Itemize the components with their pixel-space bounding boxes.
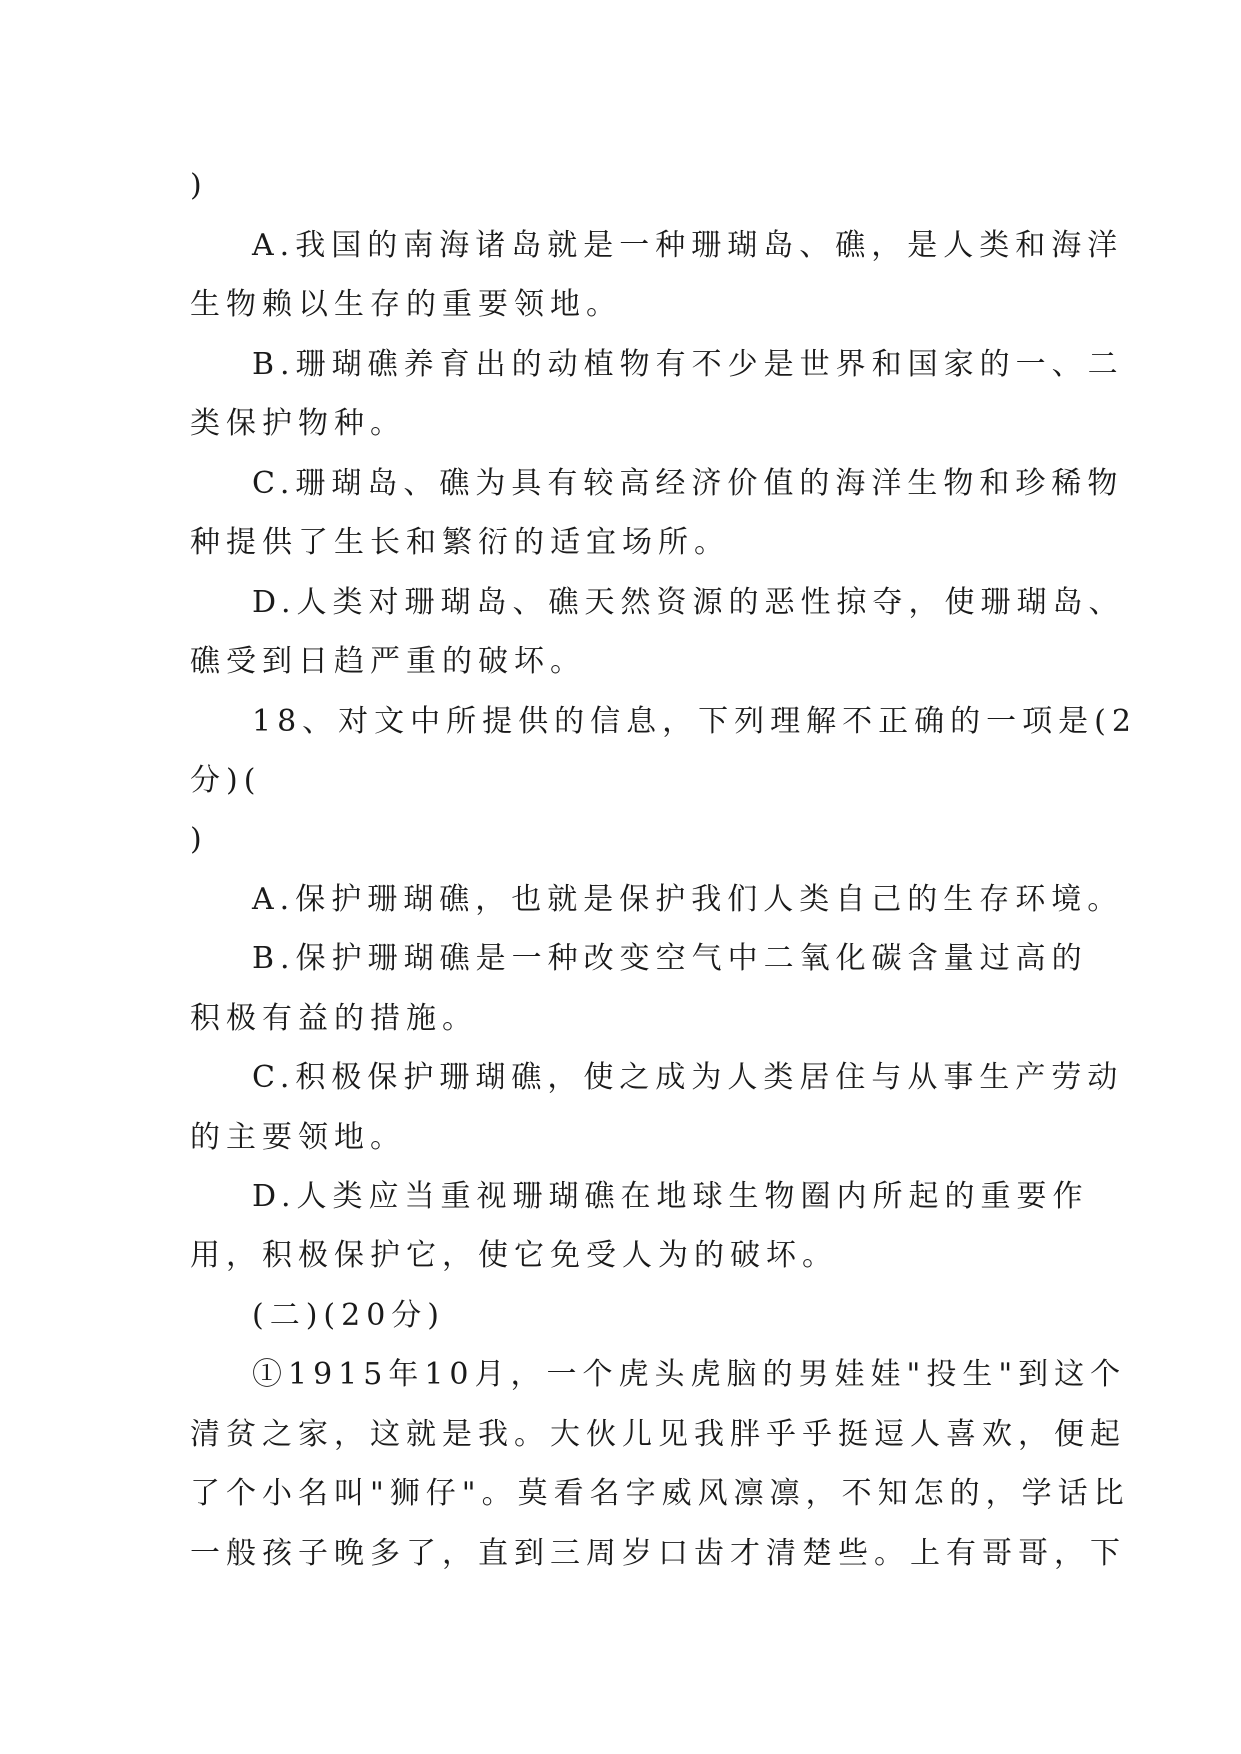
text-line: D.人类对珊瑚岛、礁天然资源的恶性掠夺，使珊瑚岛、	[252, 585, 1125, 620]
text-line: 18、对文中所提供的信息，下列理解不正确的一项是(2	[252, 704, 1137, 739]
text-line: 种提供了生长和繁衍的适宜场所。	[190, 525, 730, 560]
text-line: 生物赖以生存的重要领地。	[190, 287, 622, 322]
text-line: 一般孩子晚多了，直到三周岁口齿才清楚些。上有哥哥，下	[190, 1536, 1126, 1571]
text-line: B.保护珊瑚礁是一种改变空气中二氧化碳含量过高的	[252, 941, 1088, 976]
text-line: D.人类应当重视珊瑚礁在地球生物圈内所起的重要作	[252, 1179, 1089, 1214]
text-line: )	[190, 168, 208, 203]
text-line: 积极有益的措施。	[190, 1001, 478, 1036]
text-line: 分)(	[190, 763, 262, 798]
text-line: 礁受到日趋严重的破坏。	[190, 644, 586, 679]
text-line: )	[190, 822, 208, 857]
text-line: 用，积极保护它，使它免受人为的破坏。	[190, 1238, 838, 1273]
text-line: 了个小名叫"狮仔"。莫看名字威风凛凛，不知怎的，学话比	[190, 1476, 1130, 1511]
text-line: B.珊瑚礁养育出的动植物有不少是世界和国家的一、二	[252, 347, 1124, 382]
text-line: 类保护物种。	[190, 406, 406, 441]
text-line: A.我国的南海诸岛就是一种珊瑚岛、礁，是人类和海洋	[252, 228, 1124, 263]
section-heading: (二)(20分)	[252, 1298, 445, 1333]
text-line: A.保护珊瑚礁，也就是保护我们人类自己的生存环境。	[252, 882, 1124, 917]
text-line: C.积极保护珊瑚礁，使之成为人类居住与从事生产劳动	[252, 1060, 1124, 1095]
text-line: 清贫之家，这就是我。大伙儿见我胖乎乎挺逗人喜欢，便起	[190, 1417, 1126, 1452]
text-line: ①1915年10月，一个虎头虎脑的男娃娃"投生"到这个	[252, 1357, 1127, 1392]
text-line: C.珊瑚岛、礁为具有较高经济价值的海洋生物和珍稀物	[252, 466, 1124, 501]
text-line: 的主要领地。	[190, 1120, 406, 1155]
